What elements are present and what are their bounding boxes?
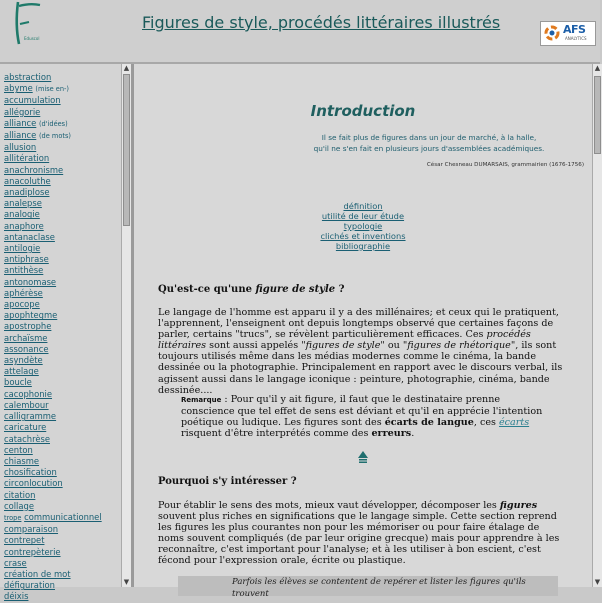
figure-index-item — [4, 558, 122, 569]
remark-block: Remarque : Pour qu'il y ait figure, il faut que le destinataire prenne conscience que tel effet de sens est déviant et qu'il en apprécie l'intention poétique ou ludique. Les figures sont des écarts de langue, ces écarts risquent d'être interprétés comme des erreurs. — [181, 394, 543, 440]
figure-index-item — [4, 580, 122, 591]
partner-logo-icon — [543, 24, 561, 42]
figure-index-link[interactable]: antiphrase — [4, 254, 49, 265]
figure-index-link[interactable]: contrepet — [4, 535, 45, 546]
figure-index-link[interactable]: déixis — [4, 591, 29, 602]
figure-index-link[interactable]: apocope — [4, 299, 40, 310]
partner-logo-text: AFS — [563, 23, 586, 36]
figure-index-link[interactable]: attelage — [4, 366, 39, 377]
figure-index-link[interactable]: antanaclase — [4, 231, 55, 242]
figure-index-item — [4, 299, 122, 310]
logo-caption: Eduscol — [24, 36, 40, 41]
figure-index-link[interactable]: comparaison — [4, 524, 59, 535]
figure-index-item — [4, 221, 122, 232]
figure-index-item — [4, 434, 122, 445]
figure-index-item — [4, 243, 122, 254]
figure-index-link[interactable]: chiasme — [4, 455, 40, 466]
toc-link-bibliographie[interactable]: bibliographie — [335, 241, 391, 251]
figure-index-link[interactable]: asyndète — [4, 355, 43, 366]
figure-index-item — [4, 422, 122, 433]
epigraph — [274, 132, 584, 154]
figure-index-item-note: (mise en-) — [35, 85, 69, 94]
toc-link-utilite[interactable]: utilité de leur étude — [321, 211, 405, 221]
ecarts-link[interactable]: écarts — [498, 417, 530, 429]
scroll-up-arrow-icon[interactable]: ▲ — [594, 64, 601, 72]
figure-index-link[interactable]: défiguration — [4, 580, 55, 591]
figure-index-item — [4, 467, 122, 478]
back-to-top-icon[interactable] — [358, 451, 368, 463]
page-title: Introduction — [310, 102, 416, 120]
figure-index-item — [4, 344, 122, 355]
figure-index-item — [4, 142, 122, 153]
figure-index-item — [4, 333, 122, 344]
figure-index-item — [4, 411, 122, 422]
figure-index-item — [4, 153, 122, 164]
figure-index-link[interactable]: allitération — [4, 153, 50, 164]
figure-index-item — [4, 501, 122, 512]
figure-index-item-note: (d'idées) — [38, 119, 68, 128]
figure-index-item — [4, 187, 122, 198]
figure-index-list — [4, 72, 122, 603]
note-box: Parfois les élèves se contentent de repérer et lister les figures qu'ils trouvent — [178, 576, 558, 596]
figure-index-item — [4, 310, 122, 321]
content-scrollbar[interactable] — [592, 64, 602, 587]
figure-index-link[interactable]: contrepèterie — [4, 546, 61, 557]
figure-index-link[interactable]: centon — [4, 444, 33, 455]
figure-index-item — [4, 377, 122, 388]
figure-index-item — [4, 456, 122, 467]
figure-index-link[interactable]: calligramme — [4, 411, 57, 422]
figure-index-link[interactable]: abyme — [4, 83, 33, 94]
figure-index-link[interactable]: abstraction — [4, 72, 52, 82]
figure-index-scrollbar[interactable] — [121, 64, 131, 587]
partner-logo[interactable] — [540, 21, 596, 46]
figure-index-link[interactable]: apostrophe — [4, 321, 52, 332]
header — [0, 0, 600, 64]
scrollbar-thumb[interactable] — [594, 76, 601, 154]
figure-index-link[interactable]: allégorie — [4, 106, 41, 117]
figure-index-link[interactable]: accumulation — [4, 95, 61, 106]
content-frame — [133, 64, 601, 599]
figure-index-link[interactable]: création de mot — [4, 568, 71, 579]
figure-index-item — [4, 490, 122, 501]
figure-index-item — [4, 355, 122, 366]
scroll-down-arrow-icon[interactable]: ▼ — [594, 578, 601, 586]
toc-link-cliches[interactable]: clichés et inventions — [320, 231, 406, 241]
figure-index-link[interactable]: catachrèse — [4, 433, 50, 444]
figure-index-link[interactable]: assonance — [4, 343, 49, 354]
figure-index-item — [4, 389, 122, 400]
figure-index-item — [4, 321, 122, 332]
figure-index-item — [4, 130, 122, 142]
epigraph-author: César Chesneau DUMARSAIS, grammairien (1676-1756) — [426, 162, 584, 168]
figure-index-link[interactable]: cacophonie — [4, 388, 53, 399]
figure-index-link[interactable]: anacoluthe — [4, 175, 51, 186]
figure-index-item — [4, 512, 122, 524]
figure-index-link[interactable]: analogie — [4, 209, 40, 220]
figure-index-item — [4, 232, 122, 243]
figure-index-item — [4, 165, 122, 176]
section-heading-definition: Qu'est-ce qu'une figure de style ? — [158, 284, 345, 295]
figure-index-item — [4, 95, 122, 106]
scroll-down-arrow-icon[interactable]: ▼ — [123, 578, 130, 586]
figure-index-item — [4, 254, 122, 265]
figure-index-item — [4, 400, 122, 411]
figure-index-item — [4, 72, 122, 83]
figure-index-link[interactable]: caricature — [4, 422, 47, 433]
figure-index-link[interactable]: collage — [4, 500, 34, 511]
figure-index-item — [4, 107, 122, 118]
table-of-contents — [134, 201, 592, 251]
figure-index-item — [4, 265, 122, 276]
figure-index-link[interactable]: allusion — [4, 142, 37, 153]
figure-index-link[interactable]: alliance — [4, 130, 37, 141]
figure-index-item-prefix[interactable]: trope — [4, 513, 22, 522]
remark-label: Remarque — [181, 396, 222, 404]
figure-index-link[interactable]: chosification — [4, 467, 57, 478]
figure-index-link[interactable]: aphérèse — [4, 287, 43, 298]
figure-index-link[interactable]: anaphore — [4, 220, 44, 231]
figure-index-link[interactable]: crase — [4, 557, 27, 568]
partner-logo-subtext: ANALYTICS — [565, 36, 587, 41]
figure-index-link[interactable]: anachronisme — [4, 164, 64, 175]
content-area — [134, 64, 592, 599]
figure-index-item — [4, 83, 122, 95]
section-heading-interest: Pourquoi s'y intéresser ? — [158, 476, 297, 487]
figure-index-link[interactable]: circonlocution — [4, 478, 63, 489]
figure-index-item — [4, 198, 122, 209]
figure-index-item — [4, 176, 122, 187]
figure-index-item — [4, 118, 122, 130]
scroll-up-arrow-icon[interactable]: ▲ — [123, 64, 130, 72]
figure-index-item-note: (de mots) — [38, 132, 71, 141]
figure-index-item — [4, 277, 122, 288]
figure-index-frame — [0, 64, 133, 602]
figure-index-link[interactable]: calembour — [4, 399, 49, 410]
figure-index-item — [4, 524, 122, 535]
figure-index-item — [4, 547, 122, 558]
epigraph-line: Il se fait plus de figures dans un jour de marché, à la halle, — [321, 133, 537, 142]
figure-index-item — [4, 569, 122, 580]
figure-index-link[interactable]: anadiplose — [4, 187, 50, 198]
figure-index-link[interactable]: communicationnel — [24, 511, 102, 522]
figure-index-link[interactable]: analepse — [4, 198, 42, 209]
figure-index-item — [4, 366, 122, 377]
epigraph-line: qu'il ne s'en fait en plusieurs jours d'assemblées académiques. — [313, 144, 545, 153]
figure-index-link[interactable]: antithèse — [4, 265, 44, 276]
scrollbar-thumb[interactable] — [123, 74, 130, 226]
figure-index-item — [4, 445, 122, 456]
toc-link-definition[interactable]: définition — [343, 201, 383, 211]
figure-index-link[interactable]: apophtegme — [4, 310, 58, 321]
figure-index-item — [4, 535, 122, 546]
figure-index-item — [4, 288, 122, 299]
figure-index-link[interactable]: antilogie — [4, 243, 41, 254]
figure-index-link[interactable]: citation — [4, 489, 36, 500]
figure-index-item — [4, 209, 122, 220]
paragraph-interest: Pour établir le sens des mots, mieux vaut développer, décomposer les figures souvent plus riches en significations que le langage simple. Cette section reprend les figures les plus courantes non pour les mémoriser ou pour faire étalage de noms souvent compliqués (de par leur origine grecque) mais pour apprendre à les reconnaître, c'est important pour l'analyse; et à les utiliser à bon escient, c'est fécond pour l'expression orale, écrite ou plastique. — [158, 500, 560, 567]
figure-index-link[interactable]: boucle — [4, 377, 32, 388]
paragraph-definition: Le langage de l'homme est apparu il y a des millénaires; et ceux qui le pratiquent, l'apprennent, l'enseignent ont depuis longtemps observé que certaines façons de parler, certains "trucs", se révèlent particulièrement efficaces. Ces procédés littéraires sont aussi appelés "figures de style" ou "figures de rhétorique", ils sont toujours utilisés même dans les médias modernes comme le cinéma, la bande dessinée ou la photographie. Principalement en rapport avec le discours verbal, ils agissent aussi dans le langage iconique : peinture, photographie, cinéma, bande dessinée.... — [158, 307, 563, 396]
site-title[interactable]: Figures de style, procédés littéraires illustrés — [142, 13, 501, 32]
figure-index-link[interactable]: antonomase — [4, 276, 57, 287]
figure-index-item — [4, 478, 122, 489]
figure-index-link[interactable]: archaïsme — [4, 332, 48, 343]
site-logo[interactable] — [10, 0, 50, 50]
figure-index-item — [4, 591, 122, 602]
toc-link-typologie[interactable]: typologie — [343, 221, 383, 231]
figure-index-link[interactable]: alliance — [4, 117, 37, 128]
